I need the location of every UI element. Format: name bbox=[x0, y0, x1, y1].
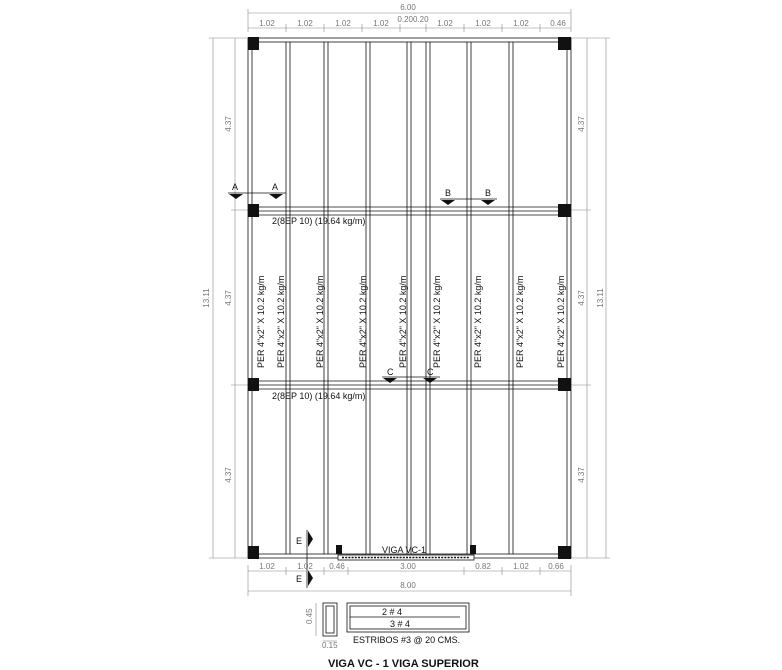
right-seg-dim: 4.37 bbox=[577, 116, 586, 132]
top-overall-dim: 6.00 bbox=[400, 3, 416, 12]
post bbox=[336, 545, 342, 554]
section-mark-e bbox=[296, 530, 313, 588]
post bbox=[470, 545, 476, 554]
detail-bottom-bars: 3 # 4 bbox=[390, 619, 411, 629]
bottom-overall-dim: 8.00 bbox=[400, 581, 416, 590]
right-overall-dim: 13.11 bbox=[596, 288, 605, 308]
left-overall-dim: 13.11 bbox=[202, 288, 211, 308]
column bbox=[558, 546, 571, 559]
drawing-title: VIGA VC - 1 VIGA SUPERIOR bbox=[328, 658, 479, 670]
purlin-label: PER 4"x2" X 10.2 kg/m bbox=[256, 275, 266, 368]
column bbox=[248, 546, 259, 559]
top-seg-dim: 0.46 bbox=[550, 19, 566, 28]
column bbox=[248, 378, 259, 391]
purlin-label: PER 4"x2" X 10.2 kg/m bbox=[276, 275, 286, 368]
column bbox=[248, 204, 259, 217]
purlin-label: PER 4"x2" X 10.2 kg/m bbox=[556, 275, 566, 368]
left-seg-dim: 4.37 bbox=[224, 467, 233, 483]
top-seg-dim: 1.02 bbox=[335, 19, 351, 28]
column bbox=[248, 37, 259, 50]
beam-section-detail bbox=[305, 603, 469, 650]
section-e-top: E bbox=[296, 536, 303, 546]
right-dimension-chain bbox=[570, 38, 610, 558]
top-seg-dim: 1.02 bbox=[297, 19, 313, 28]
bottom-seg-dim: 0.82 bbox=[475, 562, 491, 571]
viga-vc1-beam bbox=[338, 545, 474, 560]
bottom-seg-dim: 3.00 bbox=[400, 562, 416, 571]
bottom-seg-dim: 0.66 bbox=[548, 562, 564, 571]
bottom-seg-dim: 1.02 bbox=[513, 562, 529, 571]
section-b-right: B bbox=[485, 188, 492, 198]
column bbox=[558, 37, 571, 50]
purlin-label: PER 4"x2" X 10.2 kg/m bbox=[315, 275, 325, 368]
top-dimension-chain bbox=[248, 3, 571, 32]
right-seg-dim: 4.37 bbox=[577, 290, 586, 306]
section-e-bottom: E bbox=[296, 574, 303, 584]
section-a-left: A bbox=[232, 182, 239, 192]
beam-label: 2(8EP 10) (19.64 kg/m) bbox=[272, 391, 366, 401]
beam-tag: VIGA VC-1 bbox=[382, 545, 427, 555]
left-seg-dim: 4.37 bbox=[224, 116, 233, 132]
top-seg-dim: 1.02 bbox=[437, 19, 453, 28]
section-mark-b bbox=[440, 188, 497, 205]
detail-width-dim: 0.15 bbox=[322, 641, 338, 650]
top-seg-dim: 1.02 bbox=[475, 19, 491, 28]
section-c-right: C bbox=[427, 367, 434, 377]
detail-stirrups: ESTRIBOS #3 @ 20 CMS. bbox=[353, 635, 461, 645]
column bbox=[558, 378, 571, 391]
section-c-left: C bbox=[387, 367, 394, 377]
section-mark-a bbox=[228, 182, 286, 199]
left-seg-dim: 4.37 bbox=[224, 290, 233, 306]
section-a-right: A bbox=[272, 182, 279, 192]
purlin-label: PER 4"x2" X 10.2 kg/m bbox=[432, 275, 442, 368]
beam-label: 2(8EP 10) (19.64 kg/m) bbox=[272, 216, 366, 226]
purlin-label: PER 4"x2" X 10.2 kg/m bbox=[473, 275, 483, 368]
purlin-label: PER 4"x2" X 10.2 kg/m bbox=[398, 275, 408, 368]
bottom-seg-dim: 1.02 bbox=[297, 562, 313, 571]
detail-height-dim: 0.45 bbox=[305, 608, 314, 624]
section-b-left: B bbox=[445, 188, 452, 198]
top-seg-dim: 1.02 bbox=[513, 19, 529, 28]
top-seg-dim: 0.200.20 bbox=[397, 15, 429, 24]
bottom-seg-dim: 1.02 bbox=[259, 562, 275, 571]
bottom-seg-dim: 0.46 bbox=[329, 562, 345, 571]
purlin-label: PER 4"x2" X 10.2 kg/m bbox=[358, 275, 368, 368]
right-seg-dim: 4.37 bbox=[577, 467, 586, 483]
detail-top-bars: 2 # 4 bbox=[382, 607, 403, 617]
column bbox=[558, 204, 571, 217]
top-seg-dim: 1.02 bbox=[259, 19, 275, 28]
top-seg-dim: 1.02 bbox=[373, 19, 389, 28]
purlin-label: PER 4"x2" X 10.2 kg/m bbox=[515, 275, 525, 368]
left-dimension-chain bbox=[202, 38, 250, 558]
